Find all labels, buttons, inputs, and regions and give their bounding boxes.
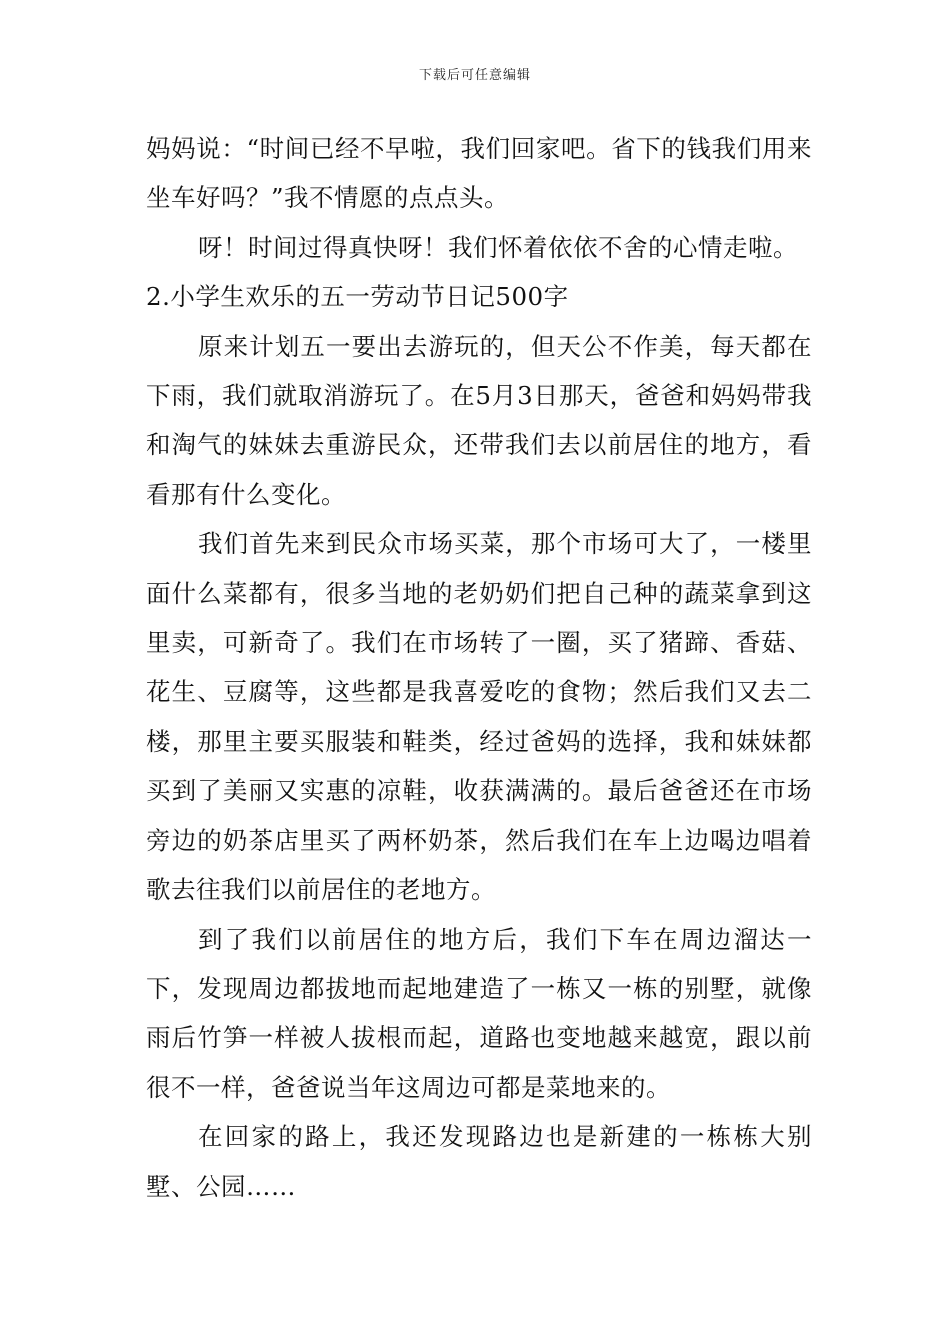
paragraph-time-flies: 呀！时间过得真快呀！我们怀着依依不舍的心情走啦。 [198, 232, 798, 262]
paragraph-way-home: 在回家的路上，我还发现路边也是新建的一栋栋大别墅、公园…… [146, 1122, 812, 1201]
section-heading: 2.小学生欢乐的五一劳动节日记500字 [146, 282, 569, 312]
paragraph-old-home: 到了我们以前居住的地方后，我们下车在周边溜达一下，发现周边都拔地而起地建造了一栋又一栋的别墅，就像雨后竹笋一样被人拔根而起，道路也变地越来越宽，跟以前很不一样，爸爸说当年这周边可都是菜地来的。 [146, 924, 812, 1102]
page-header: 下载后可任意编辑 [418, 68, 531, 83]
paragraph-original-plan: 原来计划五一要出去游玩的，但天公不作美，每天都在下雨，我们就取消游玩了。在5月3日那天，爸爸和妈妈带我和淘气的妹妹去重游民众，还带我们去以前居住的地方，看看那有什么变化。 [146, 331, 812, 509]
paragraph-mom-says: 妈妈说：“时间已经不早啦，我们回家吧。省下的钱我们用来坐车好吗？”我不情愿的点点头。 [146, 134, 812, 213]
document-body [146, 124, 812, 1211]
paragraph-market: 我们首先来到民众市场买菜，那个市场可大了，一楼里面什么菜都有，很多当地的老奶奶们把自己种的蔬菜拿到这里卖，可新奇了。我们在市场转了一圈，买了猪蹄、香菇、花生、豆腐等，这些都是我喜爱吃的食物；然后我们又去二楼，那里主要买服装和鞋类，经过爸妈的选择，我和妹妹都买到了美丽又实惠的凉鞋，收获满满的。最后爸爸还在市场旁边的奶茶店里买了两杯奶茶，然后我们在车上边喝边唱着歌去往我们以前居住的老地方。 [146, 529, 812, 905]
